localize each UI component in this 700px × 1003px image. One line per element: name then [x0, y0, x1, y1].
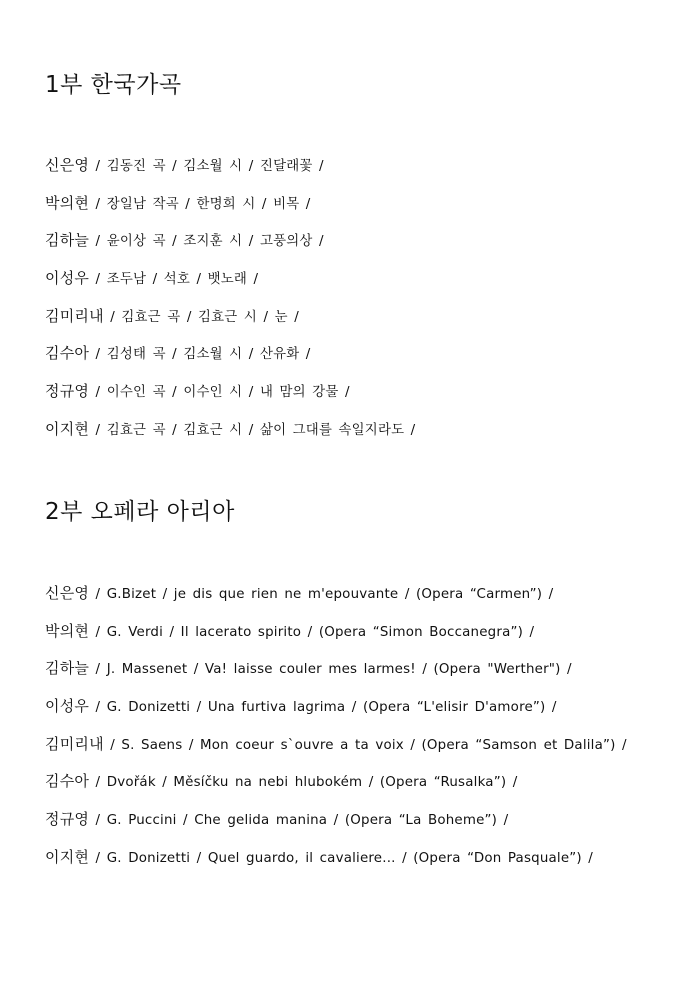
part2-entry [45, 848, 593, 868]
aria-info: / G. Donizetti / Quel guardo, il cavaliere... / (Opera “Don Pasquale”) / [89, 851, 594, 866]
part1-entry [45, 156, 324, 176]
singer-name: 김수아 [45, 772, 90, 790]
part2-title: 2부 오페라 아리아 [45, 499, 235, 525]
aria-info: / G.Bizet / je dis que rien ne m'epouvante / (Opera “Carmen”) / [89, 587, 554, 602]
singer-name: 이지현 [45, 420, 90, 438]
part1-title: 1부 한국가곡 [45, 72, 182, 98]
singer-name: 박의현 [45, 622, 90, 640]
aria-info: / S. Saens / Mon coeur s`ouvre a ta voix / (Opera “Samson et Dalila”) / [103, 738, 627, 753]
song-info: / 이수인 곡 / 이수인 시 / 내 맘의 강물 / [89, 385, 350, 400]
singer-name: 정규영 [45, 382, 90, 400]
aria-info: / Dvořák / Měsíčku na nebi hlubokém / (Opera “Rusalka”) / [89, 775, 518, 790]
part2-entry [45, 697, 557, 717]
singer-name: 김미리내 [45, 735, 104, 753]
singer-name: 이성우 [45, 269, 90, 287]
part2-entry [45, 735, 627, 755]
part2-entry [45, 772, 517, 792]
part1-entry [45, 344, 311, 364]
singer-name: 신은영 [45, 156, 90, 174]
part2-entry [45, 584, 553, 604]
part2-entry [45, 659, 572, 679]
part1-entry [45, 269, 258, 289]
part2-entry [45, 810, 508, 830]
singer-name: 이성우 [45, 697, 90, 715]
song-info: / 김효근 곡 / 김효근 시 / 눈 / [103, 310, 299, 325]
singer-name: 정규영 [45, 810, 90, 828]
part1-entry [45, 231, 324, 251]
song-info: / 조두남 / 석호 / 뱃노래 / [89, 272, 259, 287]
part1-entry [45, 307, 299, 327]
singer-name: 김하늘 [45, 231, 90, 249]
part2-entry [45, 622, 534, 642]
singer-name: 김미리내 [45, 307, 104, 325]
aria-info: / G. Verdi / Il lacerato spirito / (Opera “Simon Boccanegra”) / [89, 625, 535, 640]
singer-name: 이지현 [45, 848, 90, 866]
singer-name: 김하늘 [45, 659, 90, 677]
aria-info: / G. Puccini / Che gelida manina / (Opera “La Boheme”) / [89, 813, 509, 828]
aria-info: / J. Massenet / Va! laisse couler mes larmes! / (Opera "Werther") / [89, 662, 572, 677]
singer-name: 박의현 [45, 194, 90, 212]
aria-info: / G. Donizetti / Una furtiva lagrima / (Opera “L'elisir D'amore”) / [89, 700, 557, 715]
part1-entry [45, 420, 415, 440]
song-info: / 김효근 곡 / 김효근 시 / 삶이 그대를 속일지라도 / [89, 423, 416, 438]
song-info: / 김성태 곡 / 김소월 시 / 산유화 / [89, 347, 311, 362]
song-info: / 윤이상 곡 / 조지훈 시 / 고풍의상 / [89, 234, 324, 249]
singer-name: 신은영 [45, 584, 90, 602]
singer-name: 김수아 [45, 344, 90, 362]
song-info: / 김동진 곡 / 김소월 시 / 진달래꽃 / [89, 159, 324, 174]
part1-entry [45, 194, 311, 214]
part1-entry [45, 382, 350, 402]
song-info: / 장일남 작곡 / 한명희 시 / 비목 / [89, 197, 311, 212]
